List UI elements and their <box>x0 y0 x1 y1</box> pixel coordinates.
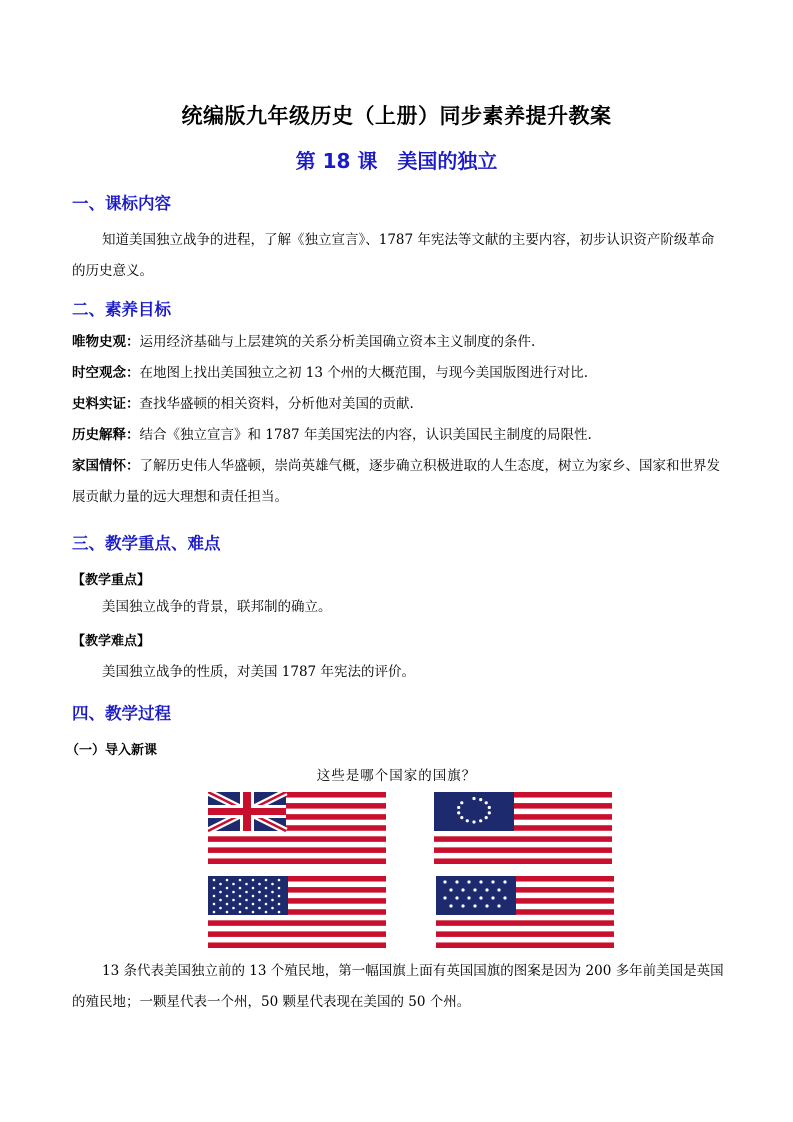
goal-text: 查找华盛顿的相关资料，分析他对美国的贡献. <box>139 396 414 412</box>
goal-text: 结合《独立宣言》和 1787 年美国宪法的内容，认识美国民主制度的局限性. <box>139 427 592 443</box>
goal-text: 在地图上找出美国独立之初 13 个州的大概范围，与现今美国版图进行对比. <box>139 365 589 381</box>
grid-stars-icon <box>436 876 516 915</box>
page-title: 统编版九年级历史（上册）同步素养提升教案 <box>181 104 612 128</box>
section-1-text: 知道美国独立战争的进程，了解《独立宣言》、1787 年宪法等文献的主要内容，初步认识资产阶级革命的历史意义。 <box>72 232 715 279</box>
subsection-intro: （一）导入新课 <box>66 743 158 758</box>
goal-text: 运用经济基础与上层建筑的关系分析美国确立资本主义制度的条件. <box>139 334 536 350</box>
goal-item <box>72 327 727 358</box>
goal-term: 史料实证： <box>72 396 140 412</box>
union-jack-icon <box>208 792 286 831</box>
lesson-title: 第 18 课 美国的独立 <box>295 149 498 173</box>
difficult-points-text: 美国独立战争的性质，对美国 1787 年宪法的评价。 <box>102 664 415 680</box>
goal-term: 时空观念： <box>72 365 140 381</box>
flag-grid-stars <box>436 876 614 948</box>
flag-50-stars <box>208 876 386 948</box>
goal-term: 历史解释： <box>72 427 140 443</box>
closing-text: 13 条代表美国独立前的 13 个殖民地，第一幅国旗上面有英国国旗的图案是因为 200 多年前美国是英国的殖民地；一颗星代表一个州，50 颗星代表现在美国的 50 个州。 <box>72 963 724 1010</box>
section-2-heading: 二、素养目标 <box>72 300 171 319</box>
section-3-heading: 三、教学重点、难点 <box>72 534 221 553</box>
flag-grand-union <box>208 792 386 864</box>
section-4-heading: 四、教学过程 <box>72 704 171 723</box>
fifty-stars-icon <box>208 876 288 915</box>
star-circle-icon <box>434 792 514 831</box>
goal-item <box>72 358 727 389</box>
literacy-goals <box>72 327 727 513</box>
goal-item <box>72 420 727 451</box>
goal-item <box>72 451 727 513</box>
goal-text: 了解历史伟人华盛顿，崇尚英雄气概，逐步确立积极进取的人生态度，树立为家乡、国家和世界发展贡献力量的远大理想和责任担当。 <box>72 458 720 505</box>
key-points-text: 美国独立战争的背景，联邦制的确立。 <box>102 599 332 615</box>
goal-term: 唯物史观： <box>72 334 140 350</box>
key-points-label: 【教学重点】 <box>72 573 151 588</box>
goal-term: 家国情怀： <box>72 458 140 474</box>
section-1-heading: 一、课标内容 <box>72 194 171 213</box>
figure-caption: 这些是哪个国家的国旗？ <box>316 768 477 784</box>
flag-betsy-ross <box>434 792 612 864</box>
goal-item <box>72 389 727 420</box>
difficult-points-label: 【教学难点】 <box>72 634 151 649</box>
